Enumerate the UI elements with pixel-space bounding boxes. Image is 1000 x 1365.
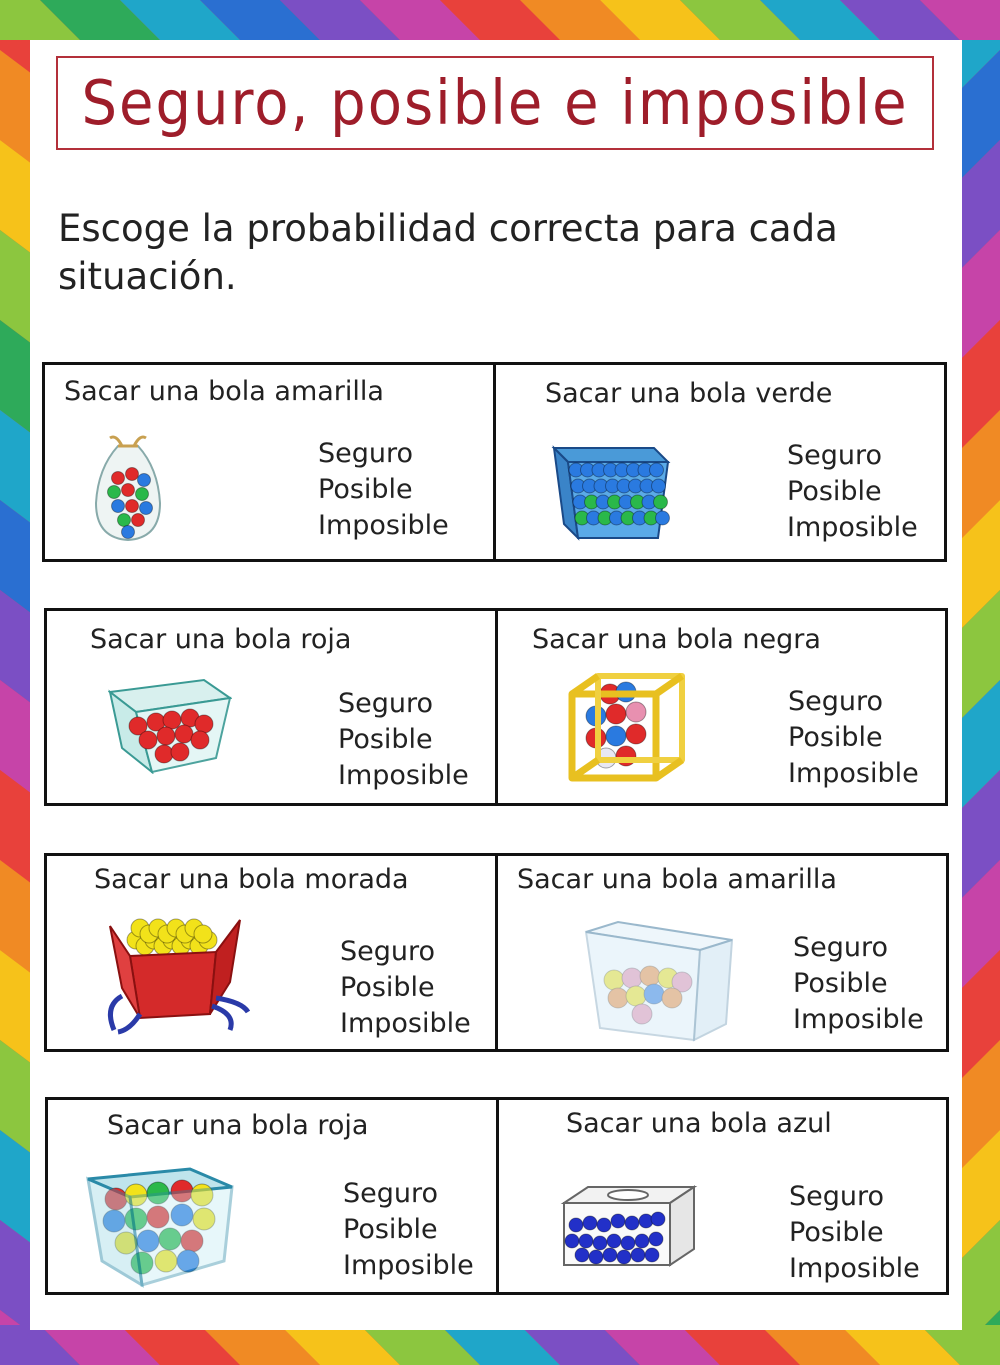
ball [163,711,181,729]
answer-options [788,684,919,792]
option-seguro[interactable]: Seguro [787,440,883,471]
ball [583,1216,597,1230]
option-posible[interactable]: Posible [787,476,882,507]
ball [626,724,646,744]
ball [138,474,151,487]
answer-options [793,930,924,1038]
ball [191,731,209,749]
ball [112,472,125,485]
situation-label: Sacar una bola roja [90,624,352,655]
ball [569,1218,583,1232]
situation-label: Sacar una bola verde [545,378,833,409]
ball [112,500,125,513]
ball [606,704,626,724]
title-box [56,56,934,150]
ball [621,1236,635,1250]
option-seguro[interactable]: Seguro [789,1181,885,1212]
option-imposible[interactable]: Imposible [793,1004,924,1035]
ball [625,1216,639,1230]
option-seguro[interactable]: Seguro [343,1178,439,1209]
option-posible[interactable]: Posible [338,724,433,755]
ball [139,731,157,749]
ball [136,488,149,501]
option-imposible[interactable]: Imposible [343,1250,474,1281]
option-imposible[interactable]: Imposible [338,760,469,791]
situation-label: Sacar una bola azul [566,1108,832,1139]
answer-options [789,1179,920,1287]
option-seguro[interactable]: Seguro [340,936,436,967]
answer-options [787,438,918,546]
ball [118,514,131,527]
gift-box-icon [100,906,250,1036]
cube-frame-icon [566,672,690,784]
box-icon [550,440,672,542]
ball [631,1248,645,1262]
row-divider-1 [493,364,496,562]
ball [635,1234,649,1248]
row-divider-4 [496,1099,499,1295]
option-imposible[interactable]: Imposible [787,512,918,543]
glass-box-icon [582,920,734,1044]
ball [603,1248,617,1262]
glass-box-icon [86,1165,234,1289]
option-posible[interactable]: Posible [343,1214,438,1245]
ball [651,1212,665,1226]
ball [155,745,173,763]
row-divider-3 [495,855,498,1052]
option-imposible[interactable]: Imposible [340,1008,471,1039]
ball [126,468,139,481]
ball [132,514,145,527]
ball [611,1214,625,1228]
option-posible[interactable]: Posible [793,968,888,999]
option-seguro[interactable]: Seguro [318,438,414,469]
option-imposible[interactable]: Imposible [788,758,919,789]
answer-options [318,436,449,544]
ball [126,500,139,513]
ball [589,1250,603,1264]
answer-options [338,686,469,794]
option-seguro[interactable]: Seguro [788,686,884,717]
ball [645,1248,659,1262]
row-divider-2 [495,610,498,806]
ball [575,1248,589,1262]
option-imposible[interactable]: Imposible [318,510,449,541]
ball [650,463,664,477]
answer-options [340,934,471,1042]
option-imposible[interactable]: Imposible [789,1253,920,1284]
ball [607,1234,621,1248]
ball [122,484,135,497]
ball [593,1236,607,1250]
worksheet-title: Seguro, posible e imposible [81,67,909,139]
ball [626,702,646,722]
bag-icon [88,428,168,548]
option-posible[interactable]: Posible [789,1217,884,1248]
instructions-text: Escoge la probabilidad correcta para cada situación. [58,207,838,298]
ball [565,1234,579,1248]
ball [597,1218,611,1232]
ball [579,1234,593,1248]
ball [649,1232,663,1246]
situation-label: Sacar una bola morada [94,864,409,895]
ball [654,495,668,509]
situation-label: Sacar una bola roja [107,1110,369,1141]
ball [617,1250,631,1264]
answer-options [343,1176,474,1284]
ball [656,511,670,525]
ball [175,725,193,743]
situation-label: Sacar una bola amarilla [517,864,837,895]
ball [195,715,213,733]
ball [108,486,121,499]
situation-label: Sacar una bola negra [532,624,821,655]
ball [194,925,212,943]
situation-label: Sacar una bola amarilla [64,376,384,407]
ball [171,743,189,761]
option-posible[interactable]: Posible [340,972,435,1003]
option-posible[interactable]: Posible [318,474,413,505]
ball [606,726,626,746]
ball [140,502,153,515]
option-seguro[interactable]: Seguro [338,688,434,719]
ball [157,727,175,745]
ball [122,526,135,539]
glass-box-icon [108,678,232,774]
cardboard-box-icon [558,1183,698,1269]
option-seguro[interactable]: Seguro [793,932,889,963]
option-posible[interactable]: Posible [788,722,883,753]
ball [652,479,666,493]
